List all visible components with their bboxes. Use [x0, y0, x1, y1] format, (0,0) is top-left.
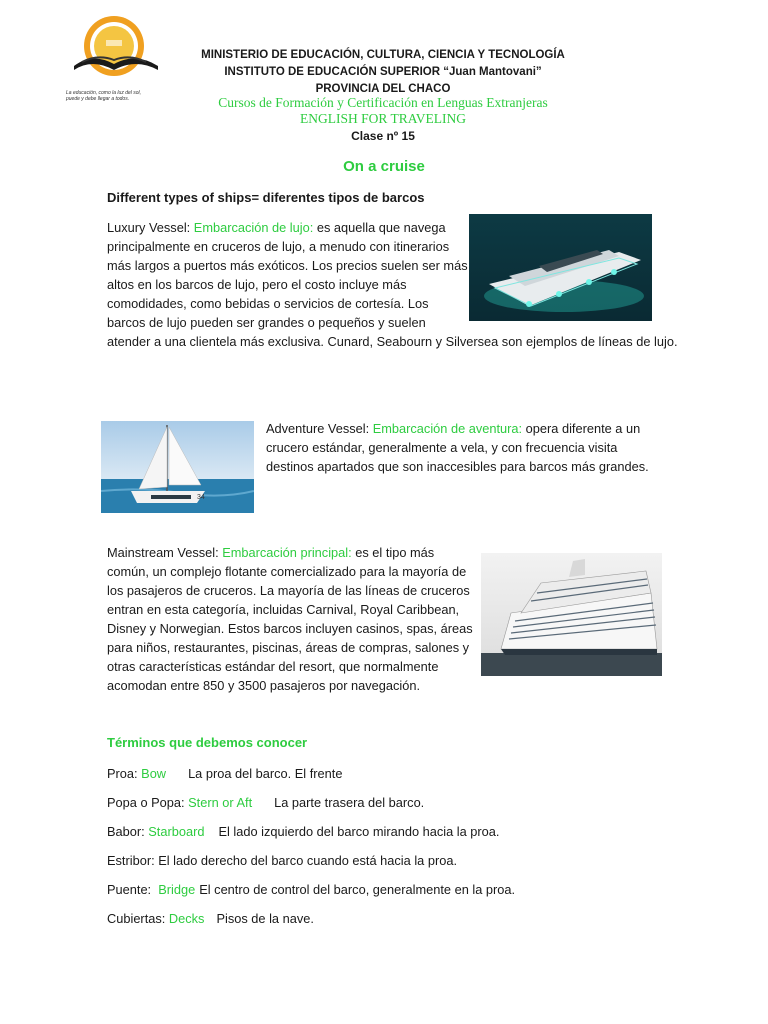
term-row: Estribor: El lado derecho del barco cuando está hacia la proa.	[107, 853, 457, 868]
luxury-label: Luxury Vessel:	[107, 220, 194, 235]
term-row: Puente: Bridge El centro de control del barco, generalmente en la proa.	[107, 882, 516, 897]
term-row: Cubiertas: Decks Pisos de la nave.	[107, 911, 314, 926]
term-english: Bow	[141, 766, 167, 781]
header-course-name: ENGLISH FOR TRAVELING	[299, 111, 466, 126]
term-row: Popa o Popa: Stern or Aft La parte trasera del barco.	[107, 795, 425, 810]
adventure-term: Embarcación de aventura:	[372, 421, 523, 436]
header-class-number: Clase nº 15	[351, 129, 415, 143]
header-institute: INSTITUTO DE EDUCACIÓN SUPERIOR “Juan Mantovani”	[224, 66, 542, 78]
terms-heading: Términos que debemos conocer	[107, 735, 308, 750]
luxury-paragraph: Luxury Vessel: Embarcación de lujo: es aquella que navega principalmente en cruceros de lujo, a menudo con itinerarios más largos a puertos más exóticos. Los precios suelen ser más altos en los barcos de lujo, pero el costo incluye más comodidades, como bebidas o servicios de cortesía. Los barcos de lujo pueden ser grandes o pequeños y suelen atender a una clientela más exclusiva. Cunard, Seabourn y Silversea son ejemplos de líneas de lujo.	[107, 220, 678, 349]
term-english: Starboard	[148, 824, 205, 839]
adventure-catamaran-image	[101, 421, 254, 513]
header-province: PROVINCIA DEL CHACO	[315, 83, 451, 95]
header-courses: Cursos de Formación y Certificación en Lenguas Extranjeras	[218, 95, 548, 110]
header-ministry: MINISTERIO DE EDUCACIÓN, CULTURA, CIENCIA Y TECNOLOGÍA	[201, 49, 565, 61]
adventure-label: Adventure Vessel:	[266, 421, 373, 436]
term-english: Stern or Aft	[188, 795, 253, 810]
mainstream-paragraph: Mainstream Vessel: Embarcación principal: es el tipo más común, un complejo flotante comercializado para la mayoría de los pasajeros de cruceros. La mayoría de las líneas de cruceros entran en esta categoría, incluidas Carnival, Royal Caribbean, Disney y Norwegian. Estos barcos incluyen casinos, spas, áreas para niños, restaurantes, piscinas, áreas de compras, salones y otras características estándar del resort, que normalmente acomodan entre 850 y 3500 pasajeros por navegación.	[107, 545, 473, 693]
boat-number: 34	[197, 494, 205, 501]
section-subtitle: Different types of ships= diferentes tipos de barcos	[107, 190, 425, 205]
mainstream-cruise-ship-image	[481, 553, 662, 676]
page-title: On a cruise	[343, 158, 425, 175]
adventure-paragraph: Adventure Vessel: Embarcación de aventura: opera diferente a un crucero estándar, generalmente a vela, y con frecuencia visita destinos apartados que son inaccesibles para barcos más grandes.	[266, 421, 649, 474]
term-english: Decks	[168, 911, 205, 926]
term-english: Bridge	[158, 882, 196, 897]
luxury-term: Embarcación de lujo:	[193, 220, 314, 235]
luxury-yacht-image	[469, 214, 652, 321]
term-row: Proa: Bow La proa del barco. El frente	[107, 766, 343, 781]
institute-logo	[62, 14, 172, 106]
term-row: Babor: Starboard El lado izquierdo del barco mirando hacia la proa.	[107, 824, 500, 839]
logo-motto: La educación, como la luz del sol, puede y debe llegar a todos.	[66, 90, 142, 102]
mainstream-term: Embarcación principal:	[222, 545, 352, 560]
mainstream-label: Mainstream Vessel:	[107, 545, 223, 560]
